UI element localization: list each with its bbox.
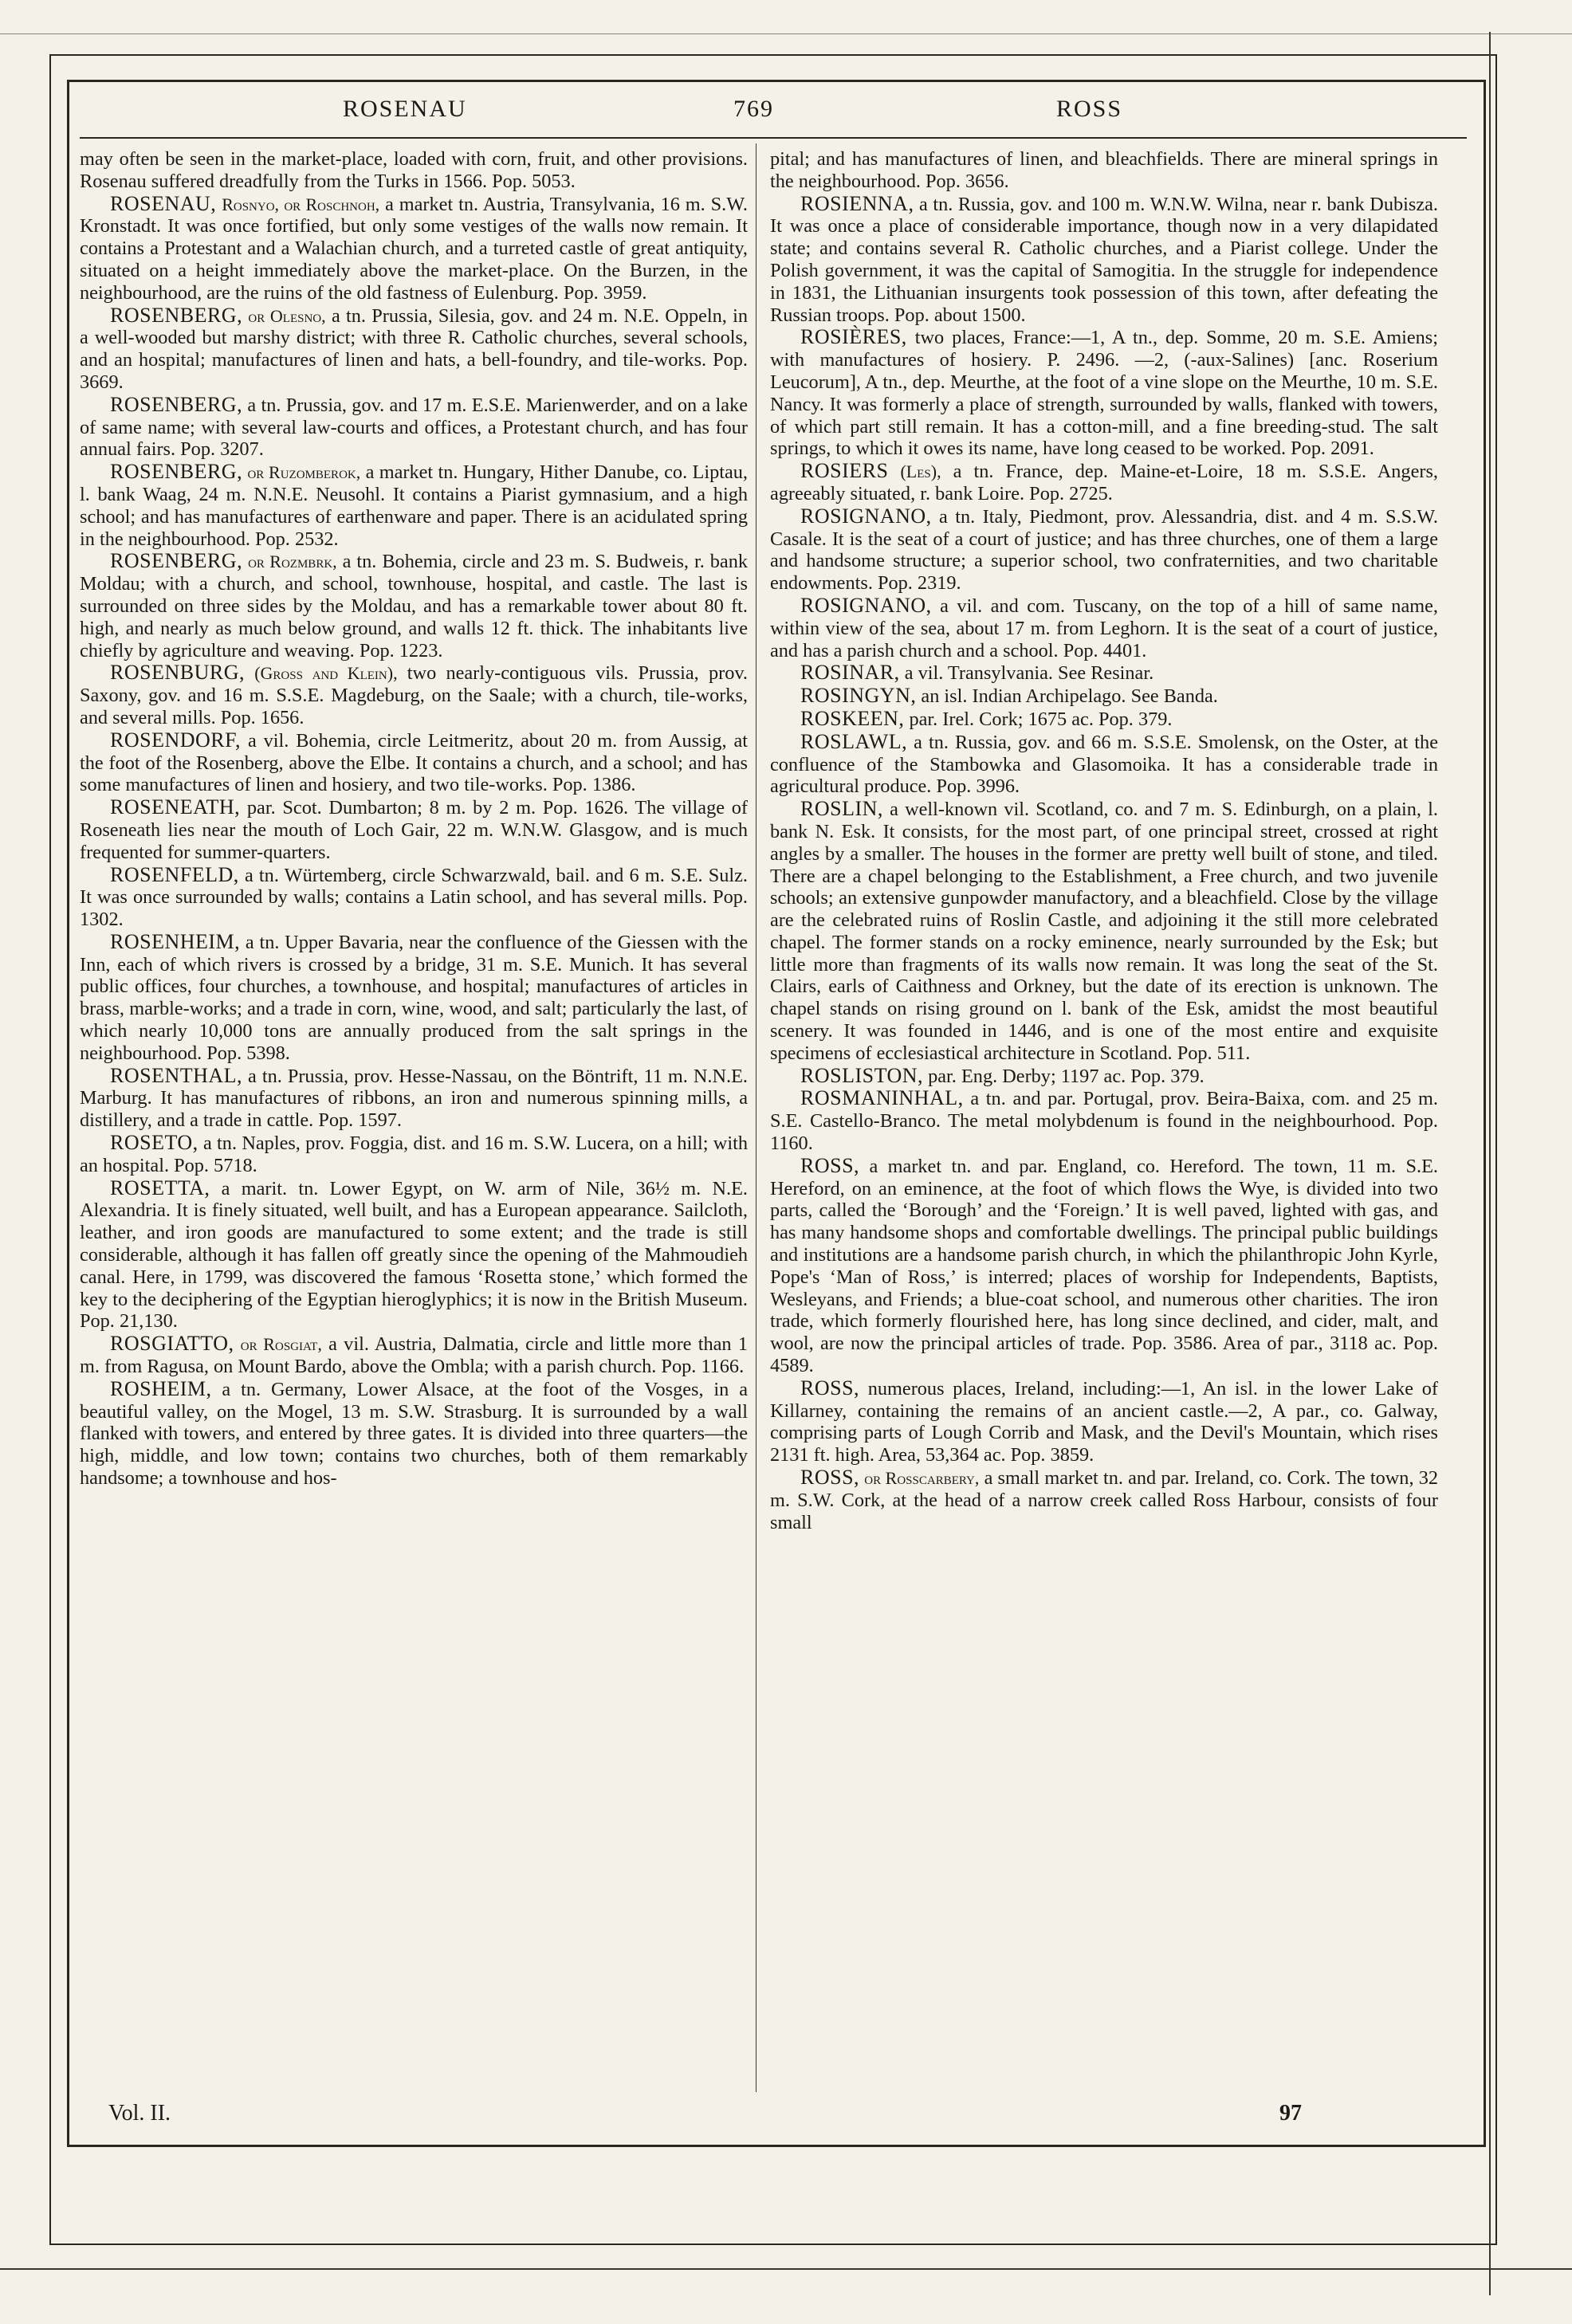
entry-body: a market tn. Hungary, Hither Danube, co. Liptau, l. bank Waag, 24 m. N.N.E. Neusohl. It contains a Piarist gymnasium, and a high school; and has manufactures of earthenware and paper. There is an acidulated spring in the neighbourhood. Pop. 2532. — [80, 461, 748, 550]
entry-headword: ROSIERS — [800, 459, 889, 483]
gazetteer-entry — [770, 148, 1438, 193]
gazetteer-entry — [770, 661, 1438, 685]
entry-body: a small market tn. and par. Ireland, co. Cork. The town, 32 m. S.W. Cork, at the head of a narrow creek called Ross Harbour, consists of four small — [770, 1467, 1438, 1533]
entry-body: a tn. Russia, gov. and 66 m. S.S.E. Smolensk, on the Oster, at the confluence of the Stambowka and Glasomoika. It has a considerable trade in agricultural produce. Pop. 3996. — [770, 731, 1438, 798]
entry-headword: ROSINAR, — [800, 661, 900, 685]
entry-headword: ROSENTHAL, — [110, 1063, 243, 1087]
entry-headword: ROSKEEN, — [800, 706, 905, 730]
entry-alt-name: or Rosgiat, — [240, 1334, 322, 1355]
entry-body: a tn. Russia, gov. and 100 m. W.N.W. Wilna, near r. bank Dubisza. It was once a place of considerable importance, though now in a very dilapidated state; and contains several R. Catholic churches, and a Piarist college. Under the Polish government, it was the capital of Samogitia. In the struggle for independence in 1831, the Lithuanian insurgents took possession of this town, after defeating the Russian troops. Pop. about 1500. — [770, 193, 1438, 326]
entry-body: a marit. tn. Lower Egypt, on W. arm of Nile, 36½ m. N.E. Alexandria. It is finely situated, well built, and has a European appearance. Sailcloth, leather, and iron goods are manufactured to some extent; and the trade is still considerable, although it has fallen off greatly since the opening of the Mahmoudieh canal. Here, in 1799, was discovered the famous ‘Rosetta stone,’ which formed the key to the deciphering of the Egyptian hieroglyphics; it is now in the British Museum. Pop. 21,130. — [80, 1177, 748, 1333]
entry-headword: ROSENAU, — [110, 191, 217, 215]
entry-headword: ROSS, — [800, 1153, 860, 1177]
gazetteer-entry — [770, 1466, 1438, 1533]
entry-headword: ROSIGNANO, — [800, 504, 932, 528]
entry-body: pital; and has manufactures of linen, and bleachfields. There are mineral springs in the neighbourhood. Pop. 3656. — [770, 148, 1438, 192]
entry-headword: ROSENEATH, — [110, 795, 241, 819]
gazetteer-entry — [770, 1155, 1438, 1377]
gazetteer-entry — [80, 1132, 748, 1177]
entry-headword: ROSMANINHAL, — [800, 1086, 964, 1110]
entry-headword: ROSENBERG, — [110, 392, 243, 416]
page-number: 769 — [733, 96, 774, 122]
entry-headword: ROSLISTON, — [800, 1063, 924, 1087]
column-divider — [756, 143, 757, 2092]
running-header — [80, 96, 1471, 131]
gazetteer-entry — [80, 550, 748, 661]
entry-headword: ROSINGYN, — [800, 684, 917, 708]
entry-headword: ROSENBERG, — [110, 549, 243, 573]
entry-alt-name: or Ruzomberok, — [247, 462, 361, 483]
gazetteer-entry — [770, 1377, 1438, 1466]
page-edge-top — [0, 33, 1572, 34]
gazetteer-entry — [770, 731, 1438, 798]
entry-headword: ROSETO, — [110, 1131, 198, 1155]
entry-body: a tn. Upper Bavaria, near the confluence of the Giessen with the Inn, each of which rivers is crossed by a bridge, 31 m. S.E. Munich. It has several public offices, four churches, a townhouse, and hospital; manufactures of articles in brass, marble-works; and a trade in corn, wine, wood, and salt; particularly the last, of which nearly 10,000 tons are annually produced from the salt springs in the neighbourhood. Pop. 5398. — [80, 931, 748, 1064]
gazetteer-entry — [770, 1065, 1438, 1088]
gazetteer-entry — [770, 685, 1438, 708]
entry-body: may often be seen in the market-place, loaded with corn, fruit, and other provisions. Rosenau suffered dreadfully from the Turks in 1566. Pop. 5053. — [80, 148, 748, 192]
gazetteer-entry — [80, 729, 748, 796]
header-right-word: ROSS — [1056, 96, 1123, 122]
entry-headword: ROSLIN, — [800, 797, 883, 821]
entry-body: a tn. Prussia, prov. Hesse-Nassau, on the Böntrift, 11 m. N.N.E. Marburg. It has manufactures of ribbons, an iron and numerous spinning mills, a distillery, and a trade in cattle. Pop. 1597. — [80, 1065, 748, 1132]
page-edge-bottom — [0, 2268, 1572, 2270]
entry-body: a well-known vil. Scotland, co. and 7 m. S. Edinburgh, on a plain, l. bank N. Esk. It consists, for the most part, of one principal street, crossed at right angles by a smaller. The houses in the former are pretty well built of stone, and tiled. There are a chapel belonging to the Establishment, a Free church, and two juvenile schools; an extensive gunpowder manufactory, and a bleachfield. Close by the village are the celebrated ruins of Roslin Castle, and adjoining it the still more celebrated chapel. The former stands on a rocky eminence, nearly surrounded by the Esk; but little more than fragments of its walls now remain. It was long the seat of the St. Clairs, earls of Caithness and Orkney, but the date of its erection is unknown. The chapel stands on rising ground on l. bank of the Esk, amidst the most beautiful scenery. It was founded in 1446, and is one of the most entire and exquisite specimens of ecclesiastical architecture in Scotland. Pop. 511. — [770, 799, 1438, 1064]
entry-body: a vil. Transylvania. See Resinar. — [899, 662, 1154, 685]
entry-headword: ROSENBURG, — [110, 661, 245, 685]
entry-headword: ROSLAWL, — [800, 729, 908, 753]
entry-headword: ROSETTA, — [110, 1176, 210, 1199]
gazetteer-entry — [80, 1378, 748, 1490]
gazetteer-entry — [770, 708, 1438, 731]
gazetteer-entry — [80, 661, 748, 728]
entry-body: a tn. Würtemberg, circle Schwarzwald, bail. and 6 m. S.E. Sulz. It was once surrounded by walls; contains a Latin school, and has several mills. Pop. 1302. — [80, 864, 748, 931]
header-left-word: ROSENAU — [343, 96, 467, 122]
entry-body: a tn. Italy, Piedmont, prov. Alessandria, dist. and 4 m. S.S.W. Casale. It is the seat of a court of justice; and has three churches, one of them a large and handsome structure; a superior school, two confraternities, and two charitable endowments. Pop. 2319. — [770, 505, 1438, 595]
gazetteer-entry — [770, 505, 1438, 595]
entry-body: a vil. and com. Tuscany, on the top of a hill of same name, within view of the sea, about 17 m. from Leghorn. It is the seat of a court of justice, and has a parish church and a school. Pop. 4401. — [770, 595, 1438, 661]
gazetteer-entry — [770, 326, 1438, 460]
entry-headword: ROSENDORF, — [110, 728, 242, 752]
entry-body: a vil. Bohemia, circle Leitmeritz, about 20 m. from Aussig, at the foot of the Rosenberg, above the Elbe. It contains a church, and a school; and has some manufactures of linen and hosiery, and two tile-works. Pop. 1386. — [80, 729, 748, 796]
gazetteer-entry — [770, 460, 1438, 505]
entry-body: an isl. Indian Archipelago. See Banda. — [916, 685, 1218, 708]
entry-headword: ROSENFELD, — [110, 862, 239, 886]
entry-body: a tn. Prussia, Silesia, gov. and 24 m. N.E. Oppeln, in a well-wooded but marshy district; with three R. Catholic churches, several schools, and an hospital; manufactures of linen and hats, a bell-foundry, and tile-works. Pop. 3669. — [80, 304, 748, 393]
right-column — [770, 148, 1438, 2093]
gazetteer-entry — [80, 1177, 748, 1333]
gazetteer-entry — [80, 796, 748, 863]
entry-body: a tn. Bohemia, circle and 23 m. S. Budweis, r. bank Moldau; with a church, and school, townhouse, hospital, and castle. The last is surrounded on three sides by the Moldau, and has a remarkable tower about 80 ft. high, and nearly as much below ground, and walls 12 ft. thick. The inhabitants live chiefly by agriculture and weaving. Pop. 1223. — [80, 551, 748, 661]
entry-body: par. Scot. Dumbarton; 8 m. by 2 m. Pop. 1626. The village of Roseneath lies near the mouth of Loch Gair, 22 m. W.N.W. Glasgow, and is much frequented for summer-quarters. — [80, 797, 748, 863]
entry-body: a market tn. Austria, Transylvania, 16 m. S.W. Kronstadt. It was once fortified, but only some vestiges of the walls now remain. It contains a Protestant and a Walachian church, and a turreted castle of great antiquity, situated on a height immediately above the market-place. On the Burzen, in the neighbourhood, are the ruins of the old fastness of Eulenburg. Pop. 3959. — [80, 193, 748, 304]
entry-headword: ROSIÈRES, — [800, 325, 907, 349]
gazetteer-entry — [80, 193, 748, 304]
left-column — [80, 148, 748, 2093]
entry-headword: ROSENBERG, — [110, 303, 243, 327]
entry-body: two places, France:—1, A tn., dep. Somme, 20 m. S.E. Amiens; with manufactures of hosiery. P. 2496. —2, (-aux-Salines) [anc. Roserium Leucorum], A tn., dep. Meurthe, at the foot of a vine slope on the Meurthe, 10 m. S.E. Nancy. It was formerly a place of strength, surrounded by walls, flanked with towers, of which part still remain. It has a cotton-mill, and a fine breeding-stud. The salt springs, to which it owes its name, have long ceased to be worked. Pop. 2091. — [770, 327, 1438, 460]
entry-body: a vil. Austria, Dalmatia, circle and little more than 1 m. from Ragusa, on Mount Bardo, above the Ombla; with a parish church. Pop. 1166. — [80, 1333, 748, 1378]
entry-body: par. Eng. Derby; 1197 ac. Pop. 379. — [923, 1065, 1205, 1087]
entry-body: a tn. France, dep. Maine-et-Loire, 18 m. S.S.E. Angers, agreeably situated, r. bank Loire. Pop. 2725. — [770, 461, 1438, 504]
entry-body: a market tn. and par. England, co. Hereford. The town, 11 m. S.E. Hereford, on an eminence, at the foot of which flows the Wye, is divided into two parts, called the ‘Borough’ and the ‘Foreign.’ It is well paved, lighted with gas, and has many handsome shops and comfortable dwellings. The principal public buildings and institutions are a handsome parish church, in which the philanthropic John Kyrle, Pope's ‘Man of Ross,’ is interred; places of worship for Independents, Baptists, Wesleyans, and Friends; a blue-coat school, and numerous other charities. The iron trade, which formerly flourished here, has long since declined, and cider, malt, and wool, are now the principal articles of trade. Pop. 3586. Area of par., 3118 ac. Pop. 4589. — [770, 1155, 1438, 1377]
entry-body: par. Irel. Cork; 1675 ac. Pop. 379. — [904, 708, 1173, 730]
entry-alt-name: (Gross and Klein), — [254, 663, 398, 684]
gazetteer-entry — [80, 148, 748, 193]
entry-alt-name: or Rosscarbery, — [864, 1468, 980, 1489]
entry-headword: ROSS, — [800, 1466, 860, 1490]
gazetteer-entry — [770, 595, 1438, 661]
entry-headword: ROSENHEIM, — [110, 929, 241, 953]
page-footer — [80, 2101, 1467, 2133]
entry-alt-name: Rosnyo, or Roschnoh, — [222, 194, 380, 214]
gazetteer-entry — [80, 461, 748, 550]
signature-mark: 97 — [1279, 2101, 1302, 2126]
gazetteer-entry — [80, 931, 748, 1065]
gazetteer-entry — [770, 1087, 1438, 1154]
gazetteer-entry — [770, 193, 1438, 327]
page-edge-right — [1489, 32, 1491, 2295]
entry-body: a tn. Prussia, gov. and 17 m. E.S.E. Marienwerder, and on a lake of same name; with several law-courts and offices, a Protestant church, and has four annual fairs. Pop. 3207. — [80, 394, 748, 461]
gazetteer-entry — [80, 394, 748, 461]
entry-alt-name: or Olesno, — [248, 305, 326, 326]
entry-headword: ROSENBERG, — [110, 460, 243, 484]
entry-headword: ROSHEIM, — [110, 1376, 212, 1400]
entry-body: a tn. Naples, prov. Foggia, dist. and 16 m. S.W. Lucera, on a hill; with an hospital. Pop. 5718. — [80, 1133, 748, 1176]
entry-alt-name: (Les), — [900, 461, 941, 482]
entry-headword: ROSIENNA, — [800, 191, 914, 215]
entry-body: a tn. Germany, Lower Alsace, at the foot of the Vosges, in a beautiful valley, on the Mogel, 13 m. S.W. Strasburg. It is surrounded by a wall flanked with towers, and entered by three gates. It is divided into three quarters—the high, middle, and low town; contains two churches, both of them remarkably handsome; a townhouse and hos- — [80, 1378, 748, 1490]
gazetteer-entry — [770, 798, 1438, 1065]
entry-body: numerous places, Ireland, including:—1, An isl. in the lower Lake of Killarney, containing the remains of an ancient castle.—2, A par., co. Galway, comprising parts of Lough Corrib and Mask, and the Devil's Mountain, which rises 2131 ft. high. Area, 53,364 ac. Pop. 3859. — [770, 1377, 1438, 1466]
entry-headword: ROSIGNANO, — [800, 593, 932, 617]
volume-label: Vol. II. — [108, 2101, 171, 2126]
header-rule — [80, 137, 1467, 139]
entry-body: a tn. and par. Portugal, prov. Beira-Baixa, com. and 25 m. S.E. Castello-Branco. The metal molybdenum is found in the neighbourhood. Pop. 1160. — [770, 1088, 1438, 1155]
gazetteer-entry — [80, 864, 748, 931]
entry-body: two nearly-contiguous vils. Prussia, prov. Saxony, gov. and 16 m. S.S.E. Magdeburg, on the Saale; with a church, tile-works, and several mills. Pop. 1656. — [80, 662, 748, 728]
entry-alt-name: or Rozmbrk, — [248, 552, 337, 572]
entry-headword: ROSS, — [800, 1376, 860, 1400]
gazetteer-entry — [80, 304, 748, 394]
entry-headword: ROSGIATTO, — [110, 1332, 234, 1356]
gazetteer-entry — [80, 1333, 748, 1378]
gazetteer-entry — [80, 1065, 748, 1132]
